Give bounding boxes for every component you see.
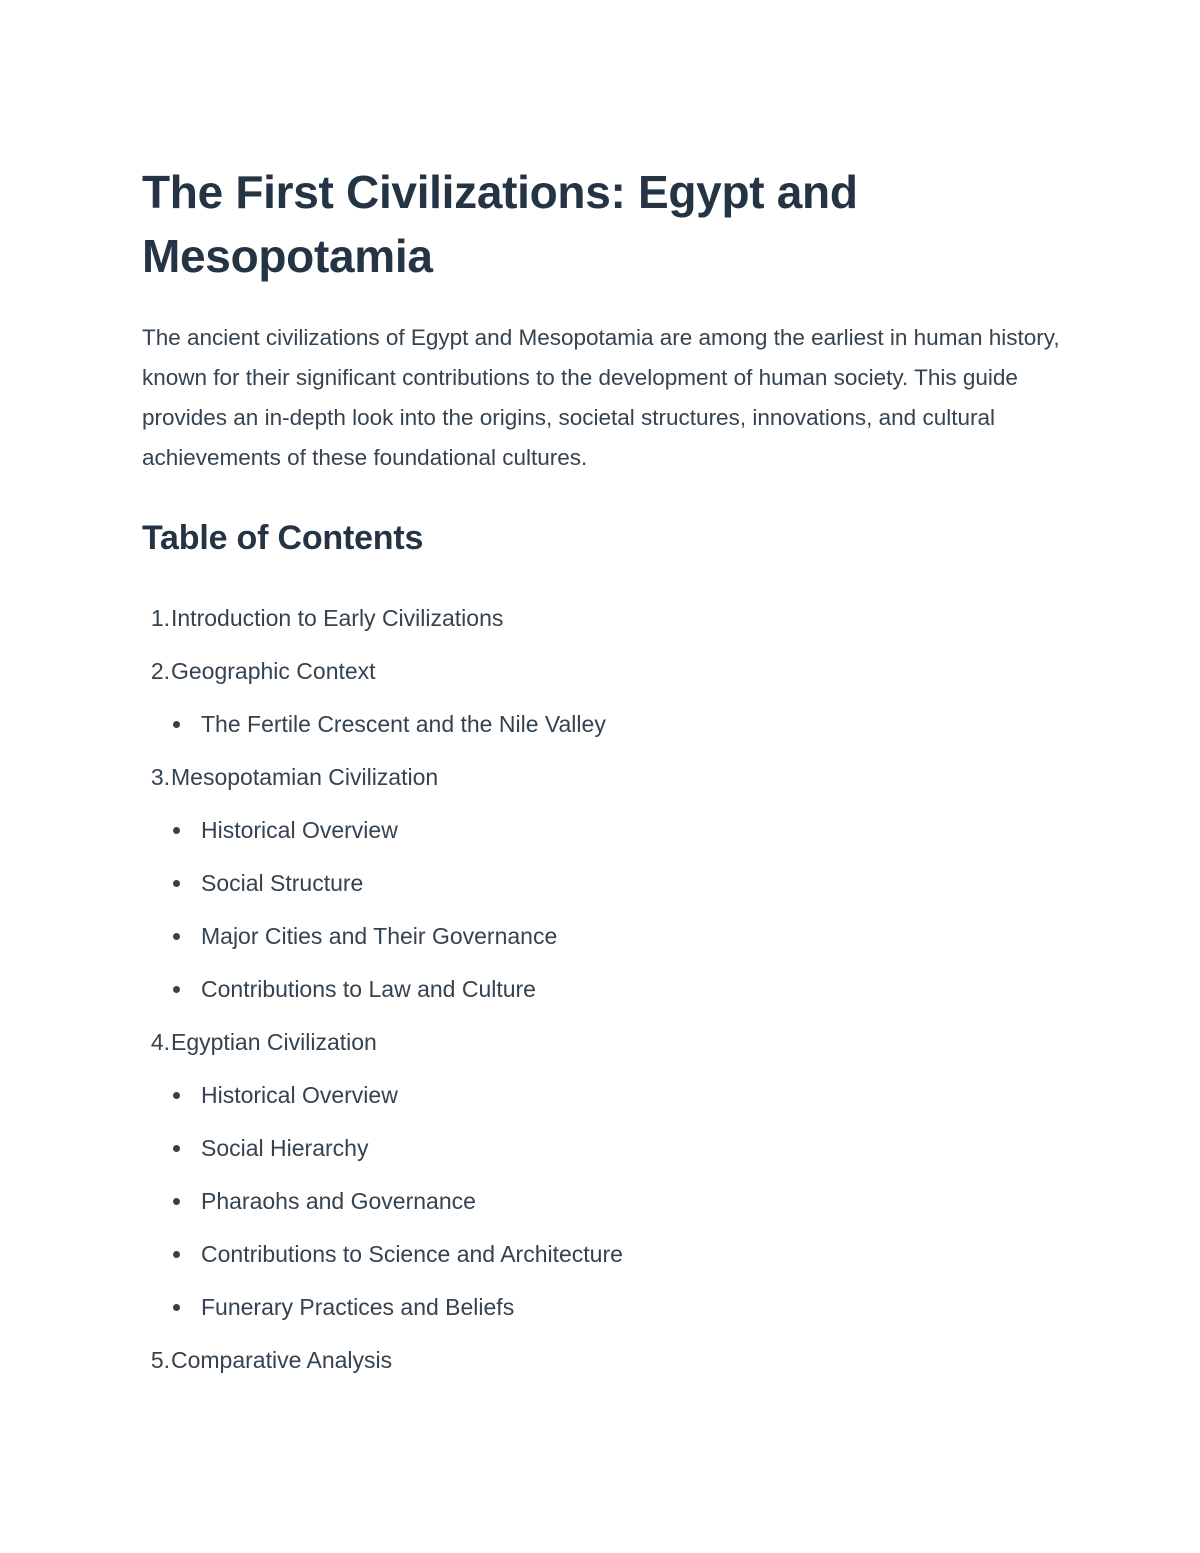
toc-subitem-label: Contributions to Law and Culture <box>201 976 536 1002</box>
toc-subitem-label: Social Structure <box>201 870 364 896</box>
document-page <box>142 160 1062 1387</box>
toc-item-row <box>142 592 1062 645</box>
toc-subitem <box>142 1122 1062 1175</box>
toc-item <box>142 645 1062 751</box>
toc-item-number: 2. <box>150 658 170 684</box>
bullet-icon <box>173 933 180 940</box>
toc-subitem-label: Pharaohs and Governance <box>201 1188 476 1214</box>
toc-subitem-label: Historical Overview <box>201 817 398 843</box>
bullet-icon <box>173 827 180 834</box>
toc-subitem <box>142 804 1062 857</box>
intro-paragraph: The ancient civilizations of Egypt and Mesopotamia are among the earliest in human history, known for their significant contributions to the development of human society. This guide provides an in-depth look into the origins, societal structures, innovations, and cultural achievements of these foundational cultures. <box>142 325 1060 470</box>
toc-subitem <box>142 857 1062 910</box>
toc-subitem <box>142 1069 1062 1122</box>
toc-item-row <box>142 645 1062 698</box>
toc-sublist <box>142 698 1062 751</box>
toc-item-label: Introduction to Early Civilizations <box>171 605 504 631</box>
table-of-contents <box>142 592 1062 1387</box>
toc-subitem <box>142 963 1062 1016</box>
toc-subitem <box>142 1281 1062 1334</box>
toc-subitem <box>142 1175 1062 1228</box>
toc-item <box>142 1016 1062 1334</box>
toc-subitem <box>142 1228 1062 1281</box>
bullet-icon <box>173 1198 180 1205</box>
document-title: The First Civilizations: Egypt and Mesopotamia <box>142 166 858 282</box>
toc-item-label: Egyptian Civilization <box>171 1029 377 1055</box>
bullet-icon <box>173 721 180 728</box>
toc-item-number: 4. <box>150 1029 170 1055</box>
bullet-icon <box>173 986 180 993</box>
toc-item <box>142 592 1062 645</box>
toc-item <box>142 1334 1062 1387</box>
toc-subitem-label: Funerary Practices and Beliefs <box>201 1294 515 1320</box>
bullet-icon <box>173 880 180 887</box>
toc-item <box>142 751 1062 1016</box>
toc-item-label: Mesopotamian Civilization <box>171 764 439 790</box>
toc-subitem-label: Social Hierarchy <box>201 1135 369 1161</box>
bullet-icon <box>173 1092 180 1099</box>
bullet-icon <box>173 1145 180 1152</box>
toc-subitem <box>142 910 1062 963</box>
toc-item-number: 3. <box>150 764 170 790</box>
toc-sublist <box>142 804 1062 1016</box>
toc-item-number: 5. <box>150 1347 170 1373</box>
toc-item-label: Comparative Analysis <box>171 1347 393 1373</box>
bullet-icon <box>173 1251 180 1258</box>
toc-item-row <box>142 751 1062 804</box>
toc-item-row <box>142 1334 1062 1387</box>
toc-sublist <box>142 1069 1062 1334</box>
toc-item-label: Geographic Context <box>171 658 376 684</box>
toc-item-row <box>142 1016 1062 1069</box>
bullet-icon <box>173 1304 180 1311</box>
toc-subitem-label: Historical Overview <box>201 1082 398 1108</box>
toc-subitem-label: Contributions to Science and Architecture <box>201 1241 623 1267</box>
toc-item-number: 1. <box>150 605 170 631</box>
toc-heading: Table of Contents <box>142 519 424 557</box>
toc-subitem <box>142 698 1062 751</box>
toc-subitem-label: The Fertile Crescent and the Nile Valley <box>201 711 606 737</box>
toc-subitem-label: Major Cities and Their Governance <box>201 923 558 949</box>
